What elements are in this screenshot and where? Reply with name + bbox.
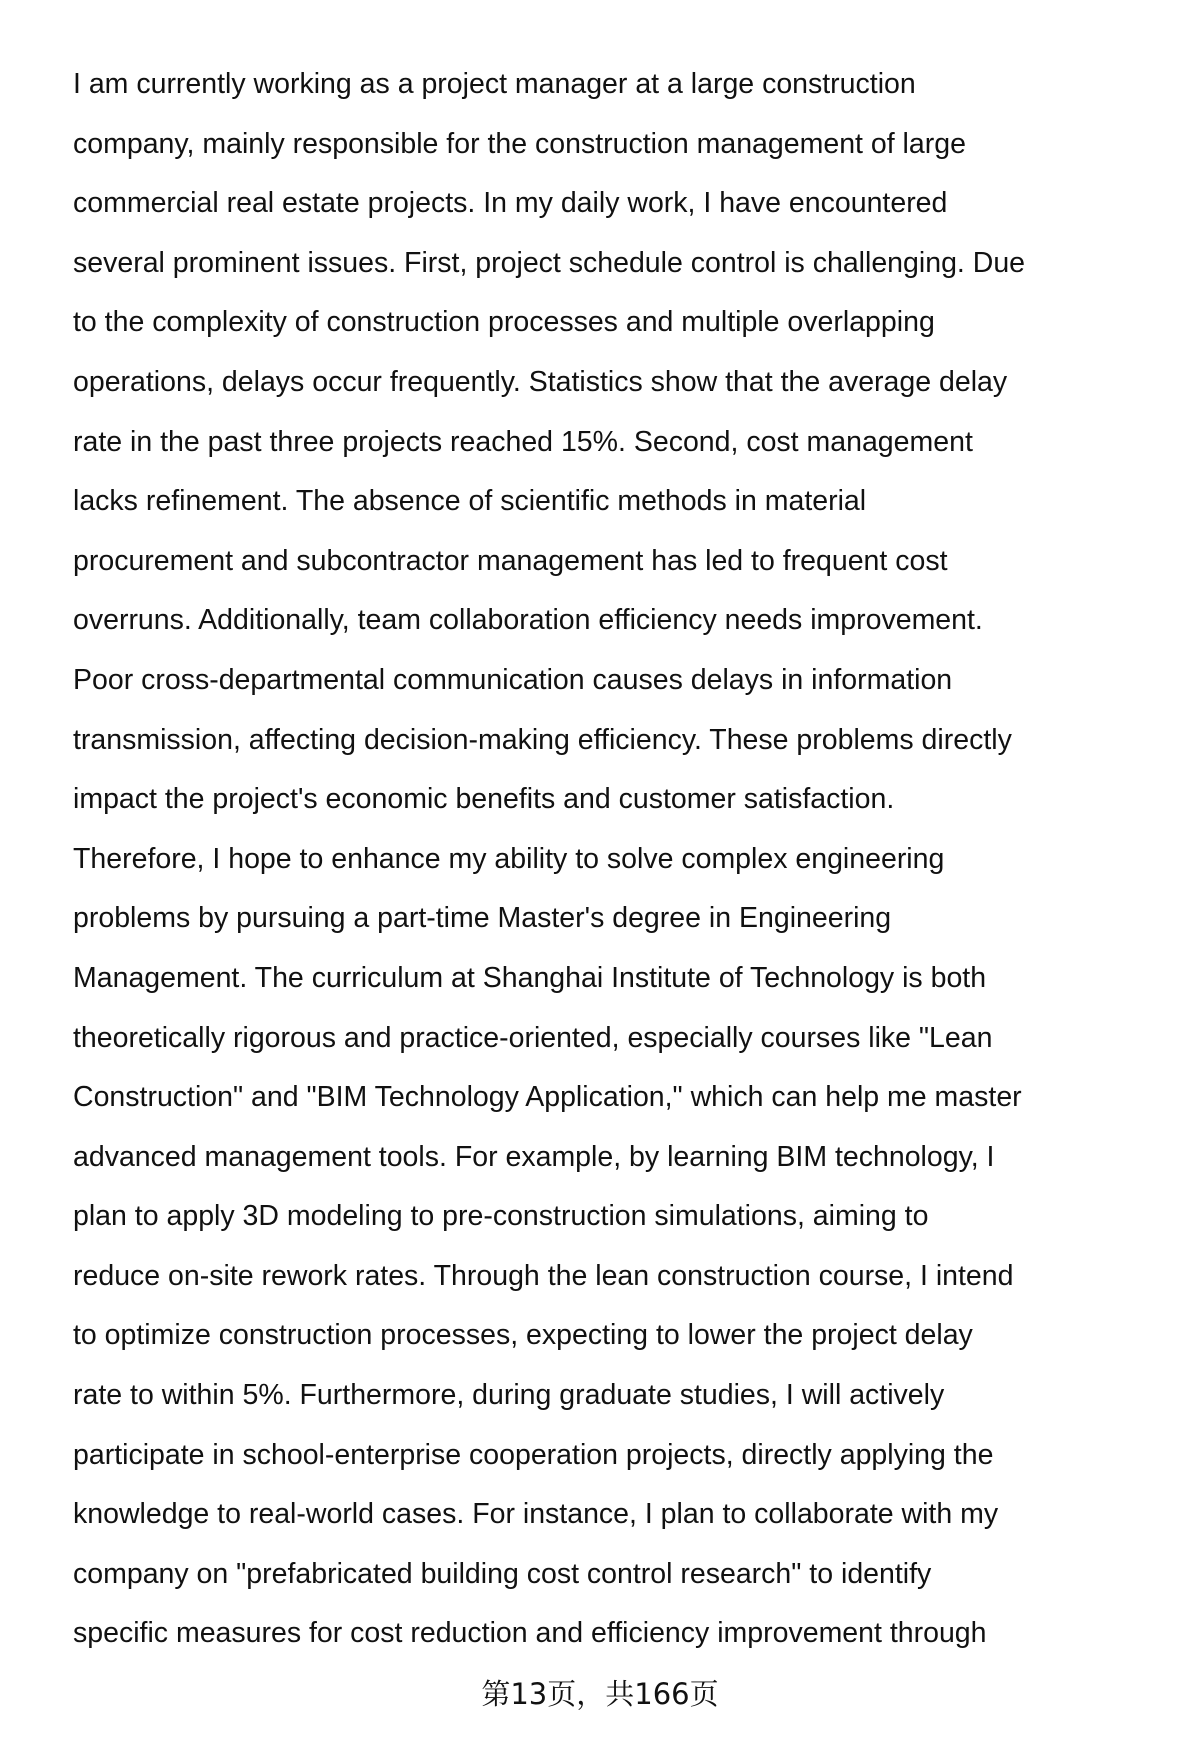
text-line: participate in school-enterprise cooperation projects, directly applying the (73, 1438, 994, 1471)
text-line: company, mainly responsible for the construction management of large (73, 127, 966, 160)
body-paragraph (73, 55, 1183, 1664)
text-line: Construction" and "BIM Technology Application," which can help me master (73, 1081, 1022, 1114)
text-line: problems by pursuing a part-time Master's degree in Engineering (73, 902, 892, 935)
text-line: commercial real estate projects. In my daily work, I have encountered (73, 187, 948, 220)
page-number-footer: 第13页，共166页 (481, 1677, 719, 1711)
text-line: company on "prefabricated building cost control research" to identify (73, 1557, 932, 1590)
text-line: advanced management tools. For example, by learning BIM technology, I (73, 1140, 995, 1173)
text-line: to the complexity of construction processes and multiple overlapping (73, 306, 935, 339)
text-line: Poor cross-departmental communication causes delays in information (73, 663, 953, 696)
text-line: rate in the past three projects reached 15%. Second, cost management (73, 425, 973, 458)
text-line: several prominent issues. First, project schedule control is challenging. Due (73, 246, 1026, 279)
text-line: impact the project's economic benefits and customer satisfaction. (73, 783, 895, 816)
text-line: operations, delays occur frequently. Statistics show that the average delay (73, 365, 1008, 398)
text-line: plan to apply 3D modeling to pre-construction simulations, aiming to (73, 1200, 929, 1233)
text-line: procurement and subcontractor management has led to frequent cost (73, 544, 948, 577)
text-line: rate to within 5%. Furthermore, during graduate studies, I will actively (73, 1379, 945, 1412)
text-line: lacks refinement. The absence of scientific methods in material (73, 485, 867, 518)
text-line: reduce on-site rework rates. Through the lean construction course, I intend (73, 1259, 1014, 1292)
text-line: I am currently working as a project manager at a large construction (73, 68, 916, 100)
text-line: Therefore, I hope to enhance my ability to solve complex engineering (73, 842, 945, 875)
text-line: Management. The curriculum at Shanghai Institute of Technology is both (73, 961, 987, 994)
text-line: specific measures for cost reduction and efficiency improvement through (73, 1617, 987, 1650)
text-line: transmission, affecting decision-making efficiency. These problems directly (73, 723, 1012, 756)
text-line: theoretically rigorous and practice-oriented, especially courses like "Lean (73, 1021, 993, 1054)
text-line: to optimize construction processes, expecting to lower the project delay (73, 1319, 973, 1352)
text-line: knowledge to real-world cases. For instance, I plan to collaborate with my (73, 1498, 999, 1531)
text-line: overruns. Additionally, team collaboration efficiency needs improvement. (73, 604, 983, 637)
